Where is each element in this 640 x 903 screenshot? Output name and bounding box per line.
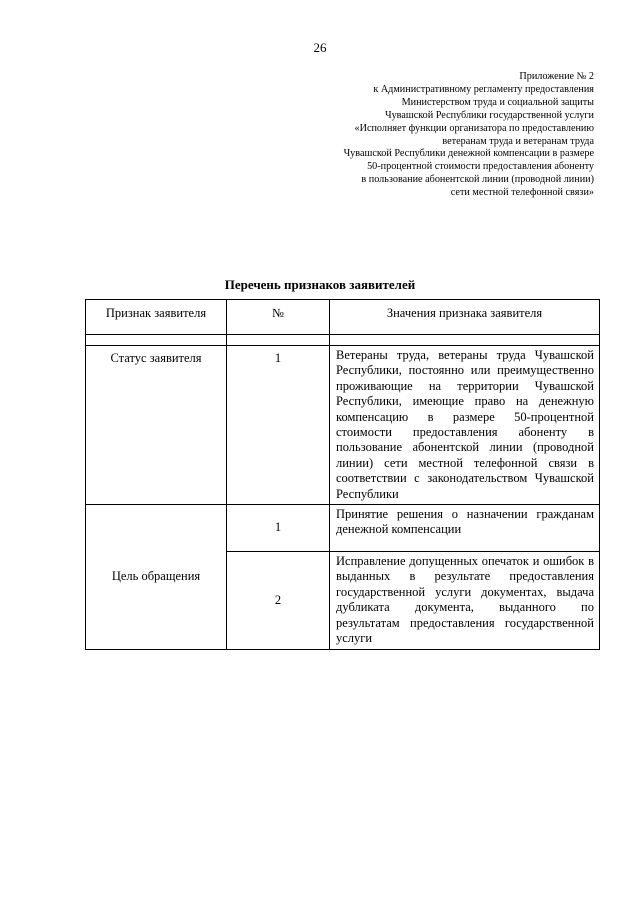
applicant-signs-table bbox=[85, 299, 600, 650]
row-value: Исправление допущенных опечаток и ошибок в выданных в результате предоставления государственной услуги документах, выдача дубликата документа, выданного по результатам предоставления государственной услуги bbox=[330, 552, 600, 649]
table-header-row bbox=[86, 300, 600, 335]
row-number: 2 bbox=[227, 552, 330, 649]
appendix-line: сети местной телефонной связи» bbox=[450, 187, 594, 199]
table-row bbox=[86, 505, 600, 552]
row-number: 1 bbox=[227, 505, 330, 552]
row-value: Ветераны труда, ветераны труда Чувашской Республики, постоянно или преимущественно проживающие на территории Чувашской Республики, имеющие право на денежную компенсацию в размере 50-процентной стоимости предоставления абоненту в пользование абонентской линии (проводной линии) сети местной телефонной связи в соответствии с законодательством Чувашской Республики bbox=[330, 346, 600, 505]
spacer-cell bbox=[86, 335, 227, 346]
appendix-line: Чувашской Республики государственной услуги bbox=[384, 109, 594, 121]
appendix-line: Приложение № 2 bbox=[519, 71, 594, 82]
header-values: Значения признака заявителя bbox=[330, 300, 600, 335]
document-title: Перечень признаков заявителей bbox=[224, 277, 416, 292]
spacer-cell bbox=[330, 335, 600, 346]
header-number: № bbox=[227, 300, 330, 335]
appendix-note bbox=[294, 71, 594, 200]
appendix-line: в пользование абонентской линии (проводной линии) bbox=[361, 174, 594, 186]
header-sign: Признак заявителя bbox=[86, 300, 227, 335]
table-row bbox=[86, 346, 600, 505]
appendix-line: ветеранам труда и ветеранам труда bbox=[442, 135, 594, 147]
appendix-line: Министерством труда и социальной защиты bbox=[401, 96, 594, 108]
row-value: Принятие решения о назначении гражданам денежной компенсации bbox=[330, 505, 600, 552]
page-number: 26 bbox=[313, 40, 327, 55]
appendix-line: 50-процентной стоимости предоставления абоненту bbox=[367, 161, 594, 173]
row-number: 1 bbox=[227, 346, 330, 505]
appendix-line: «Исполняет функции организатора по предоставлению bbox=[354, 122, 594, 134]
appendix-line: Чувашской Республики денежной компенсации в размере bbox=[343, 148, 594, 160]
row-sign: Статус заявителя bbox=[86, 346, 227, 505]
appendix-line: к Административному регламенту предоставления bbox=[373, 83, 594, 95]
row-sign: Цель обращения bbox=[86, 505, 227, 649]
spacer-cell bbox=[227, 335, 330, 346]
table-spacer-row bbox=[86, 335, 600, 346]
